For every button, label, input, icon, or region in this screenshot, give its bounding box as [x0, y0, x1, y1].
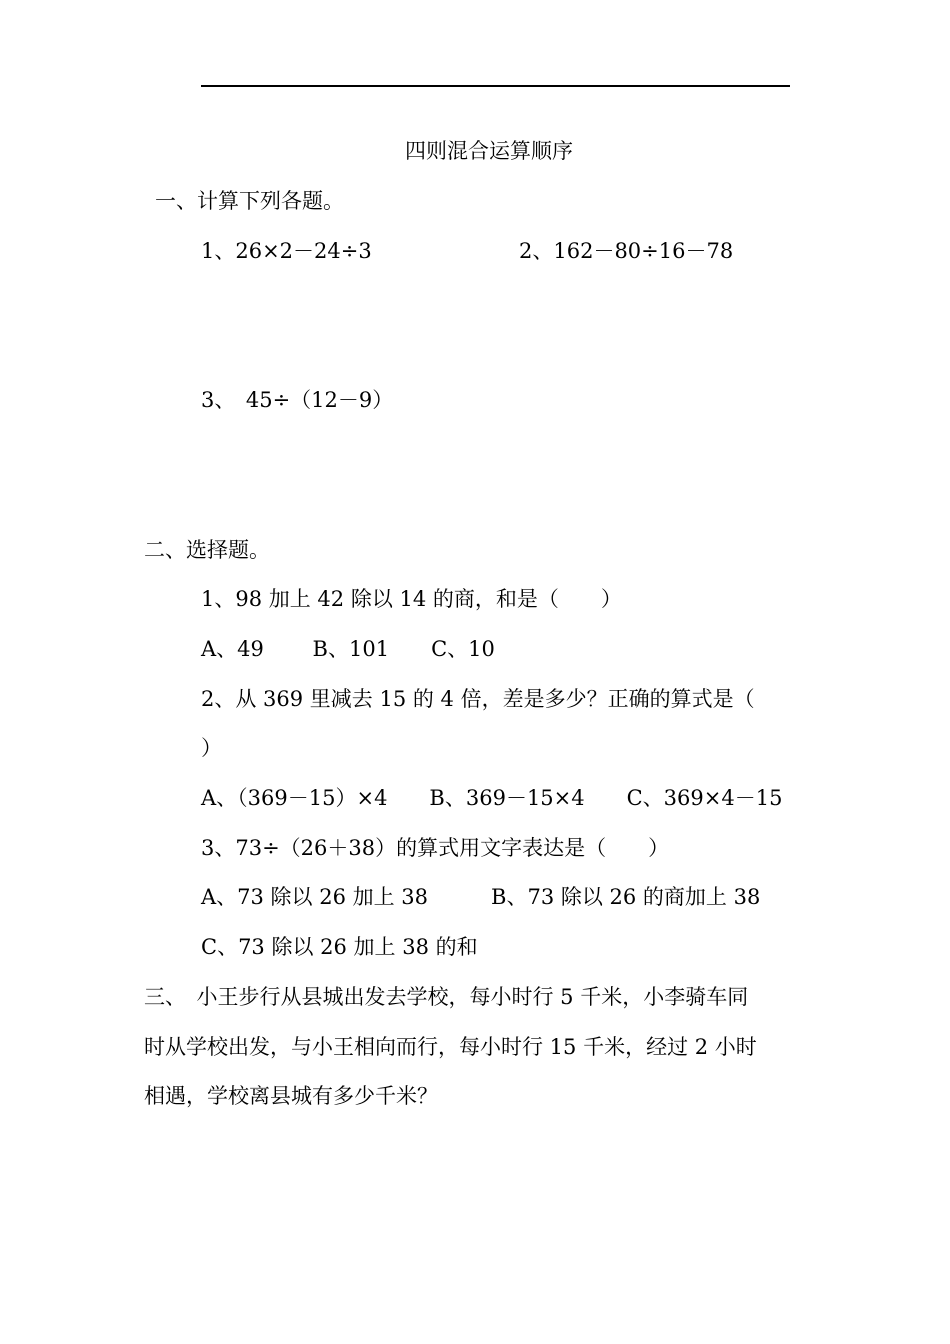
choice-question-2: 2、从 369 里减去 15 的 4 倍，差是多少？正确的算式是（ [201, 687, 755, 711]
calc-question-2: 2、162－80÷16－78 [519, 239, 734, 263]
choice-question-2-options: A、（369－15）×4 B、369－15×4 C、369×4－15 [201, 786, 783, 810]
choice-question-1: 1、98 加上 42 除以 14 的商，和是（ ） [201, 587, 622, 611]
section-2-heading: 二、选择题。 [144, 538, 270, 562]
header-rule [201, 85, 790, 87]
page-title: 四则混合运算顺序 [405, 139, 573, 163]
word-problem-line-1: 三、 小王步行从县城出发去学校，每小时行 5 千米，小李骑车同 [144, 985, 749, 1009]
calc-question-1: 1、26×2－24÷3 [201, 239, 372, 263]
choice-question-1-options: A、49 B、101 C、10 [201, 637, 495, 661]
choice-question-3-option-c: C、73 除以 26 加上 38 的和 [201, 935, 478, 959]
choice-question-2-continued: ） [201, 736, 222, 760]
choice-question-3: 3、73÷（26＋38）的算式用文字表达是（ ） [201, 836, 670, 860]
calc-question-3: 3、 45÷（12－9） [201, 388, 394, 412]
section-1-heading: 一、计算下列各题。 [155, 189, 344, 213]
word-problem-line-3: 相遇，学校离县城有多少千米？ [144, 1084, 438, 1108]
word-problem-line-2: 时从学校出发，与小王相向而行，每小时行 15 千米，经过 2 小时 [144, 1035, 757, 1059]
choice-question-3-options-ab: A、73 除以 26 加上 38 B、73 除以 26 的商加上 38 [201, 885, 761, 909]
